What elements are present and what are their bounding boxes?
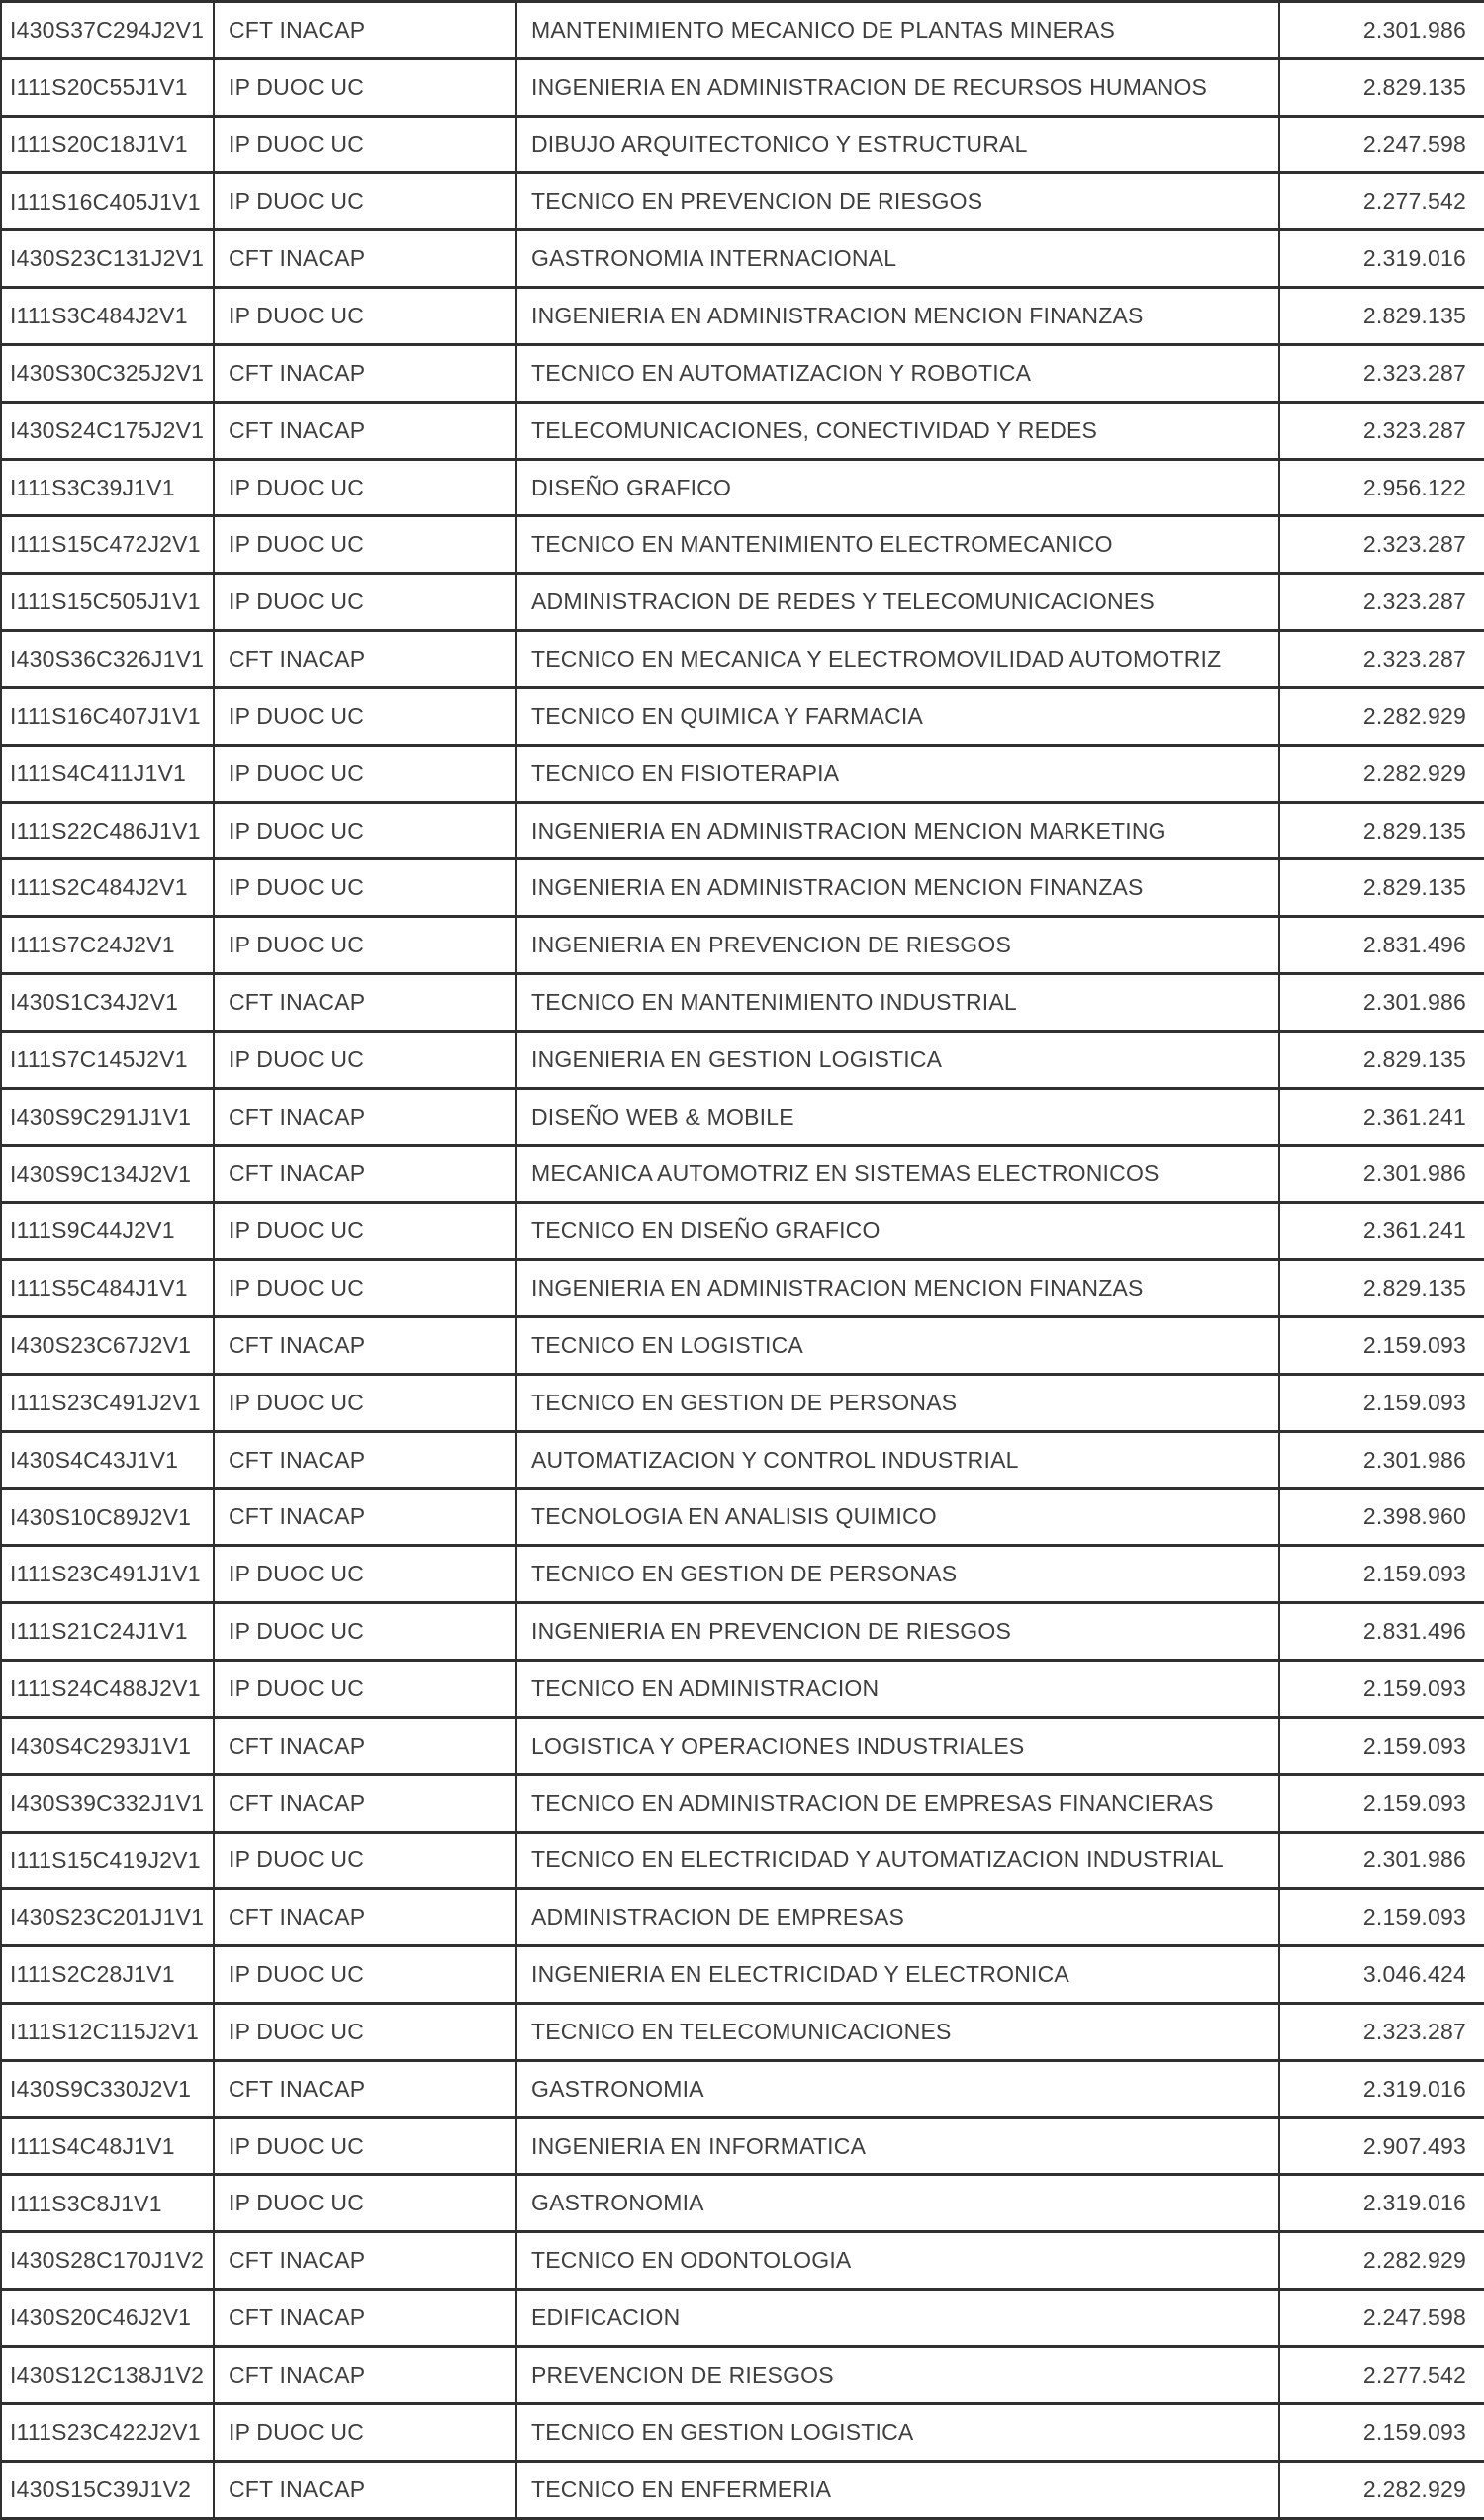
program-name-cell: TECNICO EN QUIMICA Y FARMACIA — [516, 687, 1279, 745]
table-row — [1, 2346, 1484, 2403]
institution-cell: IP DUOC UC — [214, 2403, 516, 2461]
tuition-amount-cell: 2.831.496 — [1279, 1603, 1484, 1661]
program-name-cell: INGENIERIA EN PREVENCION DE RIESGOS — [516, 917, 1279, 974]
tuition-amount-cell: 2.319.016 — [1279, 230, 1484, 288]
tuition-amount-cell: 2.301.986 — [1279, 1145, 1484, 1203]
program-name-cell: DISEÑO GRAFICO — [516, 459, 1279, 516]
program-code-cell: I430S23C67J2V1 — [1, 1317, 214, 1375]
institution-cell: CFT INACAP — [214, 974, 516, 1032]
table-row — [1, 2060, 1484, 2117]
table-row — [1, 1031, 1484, 1088]
table-row — [1, 402, 1484, 459]
table-row — [1, 1431, 1484, 1488]
table-row — [1, 974, 1484, 1032]
program-name-cell: TECNICO EN ADMINISTRACION DE EMPRESAS FINANCIERAS — [516, 1774, 1279, 1832]
program-code-cell: I111S2C28J1V1 — [1, 1946, 214, 2004]
program-name-cell: INGENIERIA EN ADMINISTRACION MENCION FINANZAS — [516, 859, 1279, 917]
program-name-cell: TECNICO EN FISIOTERAPIA — [516, 745, 1279, 802]
program-name-cell: TECNICO EN GESTION DE PERSONAS — [516, 1546, 1279, 1603]
institution-cell: CFT INACAP — [214, 1717, 516, 1774]
institution-cell: IP DUOC UC — [214, 745, 516, 802]
program-name-cell: INGENIERIA EN ADMINISTRACION MENCION MARKETING — [516, 802, 1279, 859]
table-row — [1, 116, 1484, 173]
institution-cell: IP DUOC UC — [214, 116, 516, 173]
tuition-amount-cell: 2.277.542 — [1279, 2346, 1484, 2403]
table-row — [1, 2290, 1484, 2347]
table-row — [1, 2, 1484, 59]
program-code-cell: I430S28C170J1V2 — [1, 2232, 214, 2290]
tuition-amount-cell: 2.323.287 — [1279, 631, 1484, 688]
tuition-amount-cell: 2.301.986 — [1279, 1832, 1484, 1889]
table-row — [1, 1661, 1484, 1718]
program-code-cell: I430S1C34J2V1 — [1, 974, 214, 1032]
tuition-amount-cell: 2.956.122 — [1279, 459, 1484, 516]
program-code-cell: I430S9C330J2V1 — [1, 2060, 214, 2117]
program-name-cell: TECNICO EN MECANICA Y ELECTROMOVILIDAD AUTOMOTRIZ — [516, 631, 1279, 688]
table-row — [1, 687, 1484, 745]
institution-cell: CFT INACAP — [214, 2060, 516, 2117]
table-row — [1, 58, 1484, 116]
tuition-amount-cell: 2.829.135 — [1279, 802, 1484, 859]
program-name-cell: TECNICO EN ELECTRICIDAD Y AUTOMATIZACION INDUSTRIAL — [516, 1832, 1279, 1889]
program-name-cell: PREVENCION DE RIESGOS — [516, 2346, 1279, 2403]
program-code-cell: I111S4C411J1V1 — [1, 745, 214, 802]
tuition-amount-cell: 3.046.424 — [1279, 1946, 1484, 2004]
institution-cell: IP DUOC UC — [214, 687, 516, 745]
program-name-cell: TELECOMUNICACIONES, CONECTIVIDAD Y REDES — [516, 402, 1279, 459]
program-name-cell: TECNICO EN ODONTOLOGIA — [516, 2232, 1279, 2290]
table-row — [1, 1832, 1484, 1889]
tuition-amount-cell: 2.159.093 — [1279, 2403, 1484, 2461]
program-name-cell: TECNICO EN MANTENIMIENTO INDUSTRIAL — [516, 974, 1279, 1032]
program-code-cell: I111S15C419J2V1 — [1, 1832, 214, 1889]
institution-cell: CFT INACAP — [214, 230, 516, 288]
program-name-cell: TECNICO EN DISEÑO GRAFICO — [516, 1203, 1279, 1260]
table-row — [1, 1946, 1484, 2004]
program-name-cell: INGENIERIA EN ADMINISTRACION DE RECURSOS HUMANOS — [516, 58, 1279, 116]
tuition-amount-cell: 2.159.093 — [1279, 1774, 1484, 1832]
program-name-cell: INGENIERIA EN PREVENCION DE RIESGOS — [516, 1603, 1279, 1661]
tuition-amount-cell: 2.282.929 — [1279, 745, 1484, 802]
institution-cell: CFT INACAP — [214, 631, 516, 688]
program-code-cell: I111S16C405J1V1 — [1, 173, 214, 230]
tuition-amount-cell: 2.159.093 — [1279, 1661, 1484, 1718]
program-name-cell: TECNICO EN AUTOMATIZACION Y ROBOTICA — [516, 344, 1279, 402]
tuition-amount-cell: 2.907.493 — [1279, 2117, 1484, 2175]
program-name-cell: INGENIERIA EN ADMINISTRACION MENCION FINANZAS — [516, 288, 1279, 345]
tuition-amount-cell: 2.829.135 — [1279, 1260, 1484, 1317]
program-name-cell: GASTRONOMIA INTERNACIONAL — [516, 230, 1279, 288]
tuition-amount-cell: 2.301.986 — [1279, 974, 1484, 1032]
table-row — [1, 1889, 1484, 1946]
table-row — [1, 1203, 1484, 1260]
table-row — [1, 2003, 1484, 2060]
table-row — [1, 1374, 1484, 1431]
table-row — [1, 1088, 1484, 1145]
institution-cell: CFT INACAP — [214, 1431, 516, 1488]
program-code-cell: I111S22C486J1V1 — [1, 802, 214, 859]
institution-cell: IP DUOC UC — [214, 859, 516, 917]
table-row — [1, 917, 1484, 974]
program-code-cell: I430S9C291J1V1 — [1, 1088, 214, 1145]
program-code-cell: I111S2C484J2V1 — [1, 859, 214, 917]
program-code-cell: I430S12C138J1V2 — [1, 2346, 214, 2403]
program-name-cell: LOGISTICA Y OPERACIONES INDUSTRIALES — [516, 1717, 1279, 1774]
program-name-cell: TECNOLOGIA EN ANALISIS QUIMICO — [516, 1488, 1279, 1546]
institution-cell: CFT INACAP — [214, 1145, 516, 1203]
program-name-cell: INGENIERIA EN ADMINISTRACION MENCION FINANZAS — [516, 1260, 1279, 1317]
tuition-amount-cell: 2.398.960 — [1279, 1488, 1484, 1546]
tuition-amount-cell: 2.159.093 — [1279, 1546, 1484, 1603]
program-code-cell: I430S36C326J1V1 — [1, 631, 214, 688]
tuition-amount-cell: 2.159.093 — [1279, 1717, 1484, 1774]
tuition-amount-cell: 2.319.016 — [1279, 2060, 1484, 2117]
institution-cell: IP DUOC UC — [214, 516, 516, 574]
institution-cell: IP DUOC UC — [214, 58, 516, 116]
program-name-cell: TECNICO EN PREVENCION DE RIESGOS — [516, 173, 1279, 230]
table-row — [1, 516, 1484, 574]
table-row — [1, 2461, 1484, 2518]
institution-cell: CFT INACAP — [214, 1889, 516, 1946]
program-name-cell: TECNICO EN ADMINISTRACION — [516, 1661, 1279, 1718]
tuition-amount-cell: 2.829.135 — [1279, 859, 1484, 917]
program-code-cell: I111S23C422J2V1 — [1, 2403, 214, 2461]
tuition-amount-cell: 2.159.093 — [1279, 1889, 1484, 1946]
program-code-cell: I111S23C491J2V1 — [1, 1374, 214, 1431]
program-code-cell: I430S24C175J2V1 — [1, 402, 214, 459]
program-code-cell: I111S7C24J2V1 — [1, 917, 214, 974]
institution-cell: CFT INACAP — [214, 402, 516, 459]
program-name-cell: TECNICO EN TELECOMUNICACIONES — [516, 2003, 1279, 2060]
table-row — [1, 2175, 1484, 2232]
program-code-cell: I111S5C484J1V1 — [1, 1260, 214, 1317]
program-code-cell: I430S9C134J2V1 — [1, 1145, 214, 1203]
table-row — [1, 1488, 1484, 1546]
tuition-amount-cell: 2.323.287 — [1279, 344, 1484, 402]
table-row — [1, 2117, 1484, 2175]
program-name-cell: DISEÑO WEB & MOBILE — [516, 1088, 1279, 1145]
program-code-cell: I111S15C505J1V1 — [1, 574, 214, 631]
program-name-cell: EDIFICACION — [516, 2290, 1279, 2347]
institution-cell: IP DUOC UC — [214, 1546, 516, 1603]
institution-cell: IP DUOC UC — [214, 574, 516, 631]
tuition-amount-cell: 2.361.241 — [1279, 1203, 1484, 1260]
tuition-amount-cell: 2.829.135 — [1279, 1031, 1484, 1088]
tuition-amount-cell: 2.282.929 — [1279, 2232, 1484, 2290]
institution-cell: CFT INACAP — [214, 2461, 516, 2518]
program-code-cell: I430S30C325J2V1 — [1, 344, 214, 402]
tuition-amount-cell: 2.361.241 — [1279, 1088, 1484, 1145]
tuition-amount-cell: 2.323.287 — [1279, 2003, 1484, 2060]
program-code-cell: I111S7C145J2V1 — [1, 1031, 214, 1088]
table-row — [1, 344, 1484, 402]
table-row — [1, 1546, 1484, 1603]
program-code-cell: I111S3C8J1V1 — [1, 2175, 214, 2232]
program-name-cell: TECNICO EN GESTION LOGISTICA — [516, 2403, 1279, 2461]
tuition-amount-cell: 2.323.287 — [1279, 574, 1484, 631]
institution-cell: IP DUOC UC — [214, 2175, 516, 2232]
program-name-cell: TECNICO EN LOGISTICA — [516, 1317, 1279, 1375]
program-code-cell: I111S16C407J1V1 — [1, 687, 214, 745]
tuition-amount-cell: 2.282.929 — [1279, 687, 1484, 745]
table-row — [1, 230, 1484, 288]
table-row — [1, 1603, 1484, 1661]
program-name-cell: TECNICO EN GESTION DE PERSONAS — [516, 1374, 1279, 1431]
table-row — [1, 631, 1484, 688]
institution-cell: CFT INACAP — [214, 2, 516, 59]
program-code-cell: I430S4C293J1V1 — [1, 1717, 214, 1774]
institution-cell: IP DUOC UC — [214, 459, 516, 516]
program-name-cell: INGENIERIA EN GESTION LOGISTICA — [516, 1031, 1279, 1088]
program-code-cell: I111S3C484J2V1 — [1, 288, 214, 345]
table-row — [1, 574, 1484, 631]
program-code-cell: I111S24C488J2V1 — [1, 1661, 214, 1718]
program-code-cell: I430S10C89J2V1 — [1, 1488, 214, 1546]
program-name-cell: TECNICO EN MANTENIMIENTO ELECTROMECANICO — [516, 516, 1279, 574]
program-name-cell: ADMINISTRACION DE EMPRESAS — [516, 1889, 1279, 1946]
program-code-cell: I111S21C24J1V1 — [1, 1603, 214, 1661]
tuition-amount-cell: 2.282.929 — [1279, 2461, 1484, 2518]
tuition-amount-cell: 2.831.496 — [1279, 917, 1484, 974]
tuition-amount-cell: 2.159.093 — [1279, 1317, 1484, 1375]
institution-cell: IP DUOC UC — [214, 2117, 516, 2175]
program-code-cell: I430S37C294J2V1 — [1, 2, 214, 59]
program-name-cell: ADMINISTRACION DE REDES Y TELECOMUNICACIONES — [516, 574, 1279, 631]
institution-cell: IP DUOC UC — [214, 1603, 516, 1661]
institution-cell: IP DUOC UC — [214, 2003, 516, 2060]
institution-cell: CFT INACAP — [214, 1488, 516, 1546]
table-row — [1, 288, 1484, 345]
table-row — [1, 745, 1484, 802]
tuition-amount-cell: 2.247.598 — [1279, 2290, 1484, 2347]
program-code-cell: I430S23C201J1V1 — [1, 1889, 214, 1946]
tuition-amount-cell: 2.159.093 — [1279, 1374, 1484, 1431]
table-row — [1, 859, 1484, 917]
program-code-cell: I430S23C131J2V1 — [1, 230, 214, 288]
program-name-cell: DIBUJO ARQUITECTONICO Y ESTRUCTURAL — [516, 116, 1279, 173]
institution-cell: IP DUOC UC — [214, 1260, 516, 1317]
program-name-cell: MANTENIMIENTO MECANICO DE PLANTAS MINERAS — [516, 2, 1279, 59]
table-row — [1, 1317, 1484, 1375]
program-code-cell: I430S15C39J1V2 — [1, 2461, 214, 2518]
tuition-amount-cell: 2.829.135 — [1279, 58, 1484, 116]
table-row — [1, 1717, 1484, 1774]
program-name-cell: AUTOMATIZACION Y CONTROL INDUSTRIAL — [516, 1431, 1279, 1488]
program-code-cell: I430S20C46J2V1 — [1, 2290, 214, 2347]
institution-cell: IP DUOC UC — [214, 1832, 516, 1889]
table-row — [1, 1260, 1484, 1317]
program-name-cell: INGENIERIA EN ELECTRICIDAD Y ELECTRONICA — [516, 1946, 1279, 2004]
program-name-cell: INGENIERIA EN INFORMATICA — [516, 2117, 1279, 2175]
tuition-amount-cell: 2.301.986 — [1279, 1431, 1484, 1488]
program-code-cell: I111S4C48J1V1 — [1, 2117, 214, 2175]
tuition-amount-cell: 2.247.598 — [1279, 116, 1484, 173]
institution-cell: IP DUOC UC — [214, 802, 516, 859]
institution-cell: CFT INACAP — [214, 2290, 516, 2347]
program-code-cell: I111S20C18J1V1 — [1, 116, 214, 173]
institution-cell: IP DUOC UC — [214, 917, 516, 974]
institution-cell: CFT INACAP — [214, 2346, 516, 2403]
tuition-amount-cell: 2.323.287 — [1279, 402, 1484, 459]
institution-cell: IP DUOC UC — [214, 1203, 516, 1260]
institution-cell: CFT INACAP — [214, 1088, 516, 1145]
tuition-amount-cell: 2.319.016 — [1279, 2175, 1484, 2232]
table-row — [1, 802, 1484, 859]
program-name-cell: TECNICO EN ENFERMERIA — [516, 2461, 1279, 2518]
institution-cell: IP DUOC UC — [214, 288, 516, 345]
program-name-cell: MECANICA AUTOMOTRIZ EN SISTEMAS ELECTRONICOS — [516, 1145, 1279, 1203]
institution-cell: CFT INACAP — [214, 1774, 516, 1832]
program-code-cell: I111S9C44J2V1 — [1, 1203, 214, 1260]
table-row — [1, 1774, 1484, 1832]
tuition-amount-cell: 2.277.542 — [1279, 173, 1484, 230]
program-code-cell: I430S4C43J1V1 — [1, 1431, 214, 1488]
institution-cell: IP DUOC UC — [214, 1031, 516, 1088]
table-body — [1, 2, 1484, 2519]
program-code-cell: I430S39C332J1V1 — [1, 1774, 214, 1832]
tuition-amount-cell: 2.323.287 — [1279, 516, 1484, 574]
table-row — [1, 2403, 1484, 2461]
institution-cell: IP DUOC UC — [214, 1374, 516, 1431]
program-code-cell: I111S3C39J1V1 — [1, 459, 214, 516]
program-code-cell: I111S23C491J1V1 — [1, 1546, 214, 1603]
program-code-cell: I111S15C472J2V1 — [1, 516, 214, 574]
program-name-cell: GASTRONOMIA — [516, 2175, 1279, 2232]
table-row — [1, 1145, 1484, 1203]
table-row — [1, 2232, 1484, 2290]
tuition-amount-cell: 2.829.135 — [1279, 288, 1484, 345]
institution-cell: CFT INACAP — [214, 2232, 516, 2290]
institution-cell: IP DUOC UC — [214, 1661, 516, 1718]
table-row — [1, 459, 1484, 516]
institution-cell: CFT INACAP — [214, 1317, 516, 1375]
program-code-cell: I111S12C115J2V1 — [1, 2003, 214, 2060]
program-name-cell: GASTRONOMIA — [516, 2060, 1279, 2117]
institution-cell: IP DUOC UC — [214, 1946, 516, 2004]
tuition-amount-cell: 2.301.986 — [1279, 2, 1484, 59]
institution-cell: IP DUOC UC — [214, 173, 516, 230]
table-row — [1, 173, 1484, 230]
institution-cell: CFT INACAP — [214, 344, 516, 402]
program-code-cell: I111S20C55J1V1 — [1, 58, 214, 116]
